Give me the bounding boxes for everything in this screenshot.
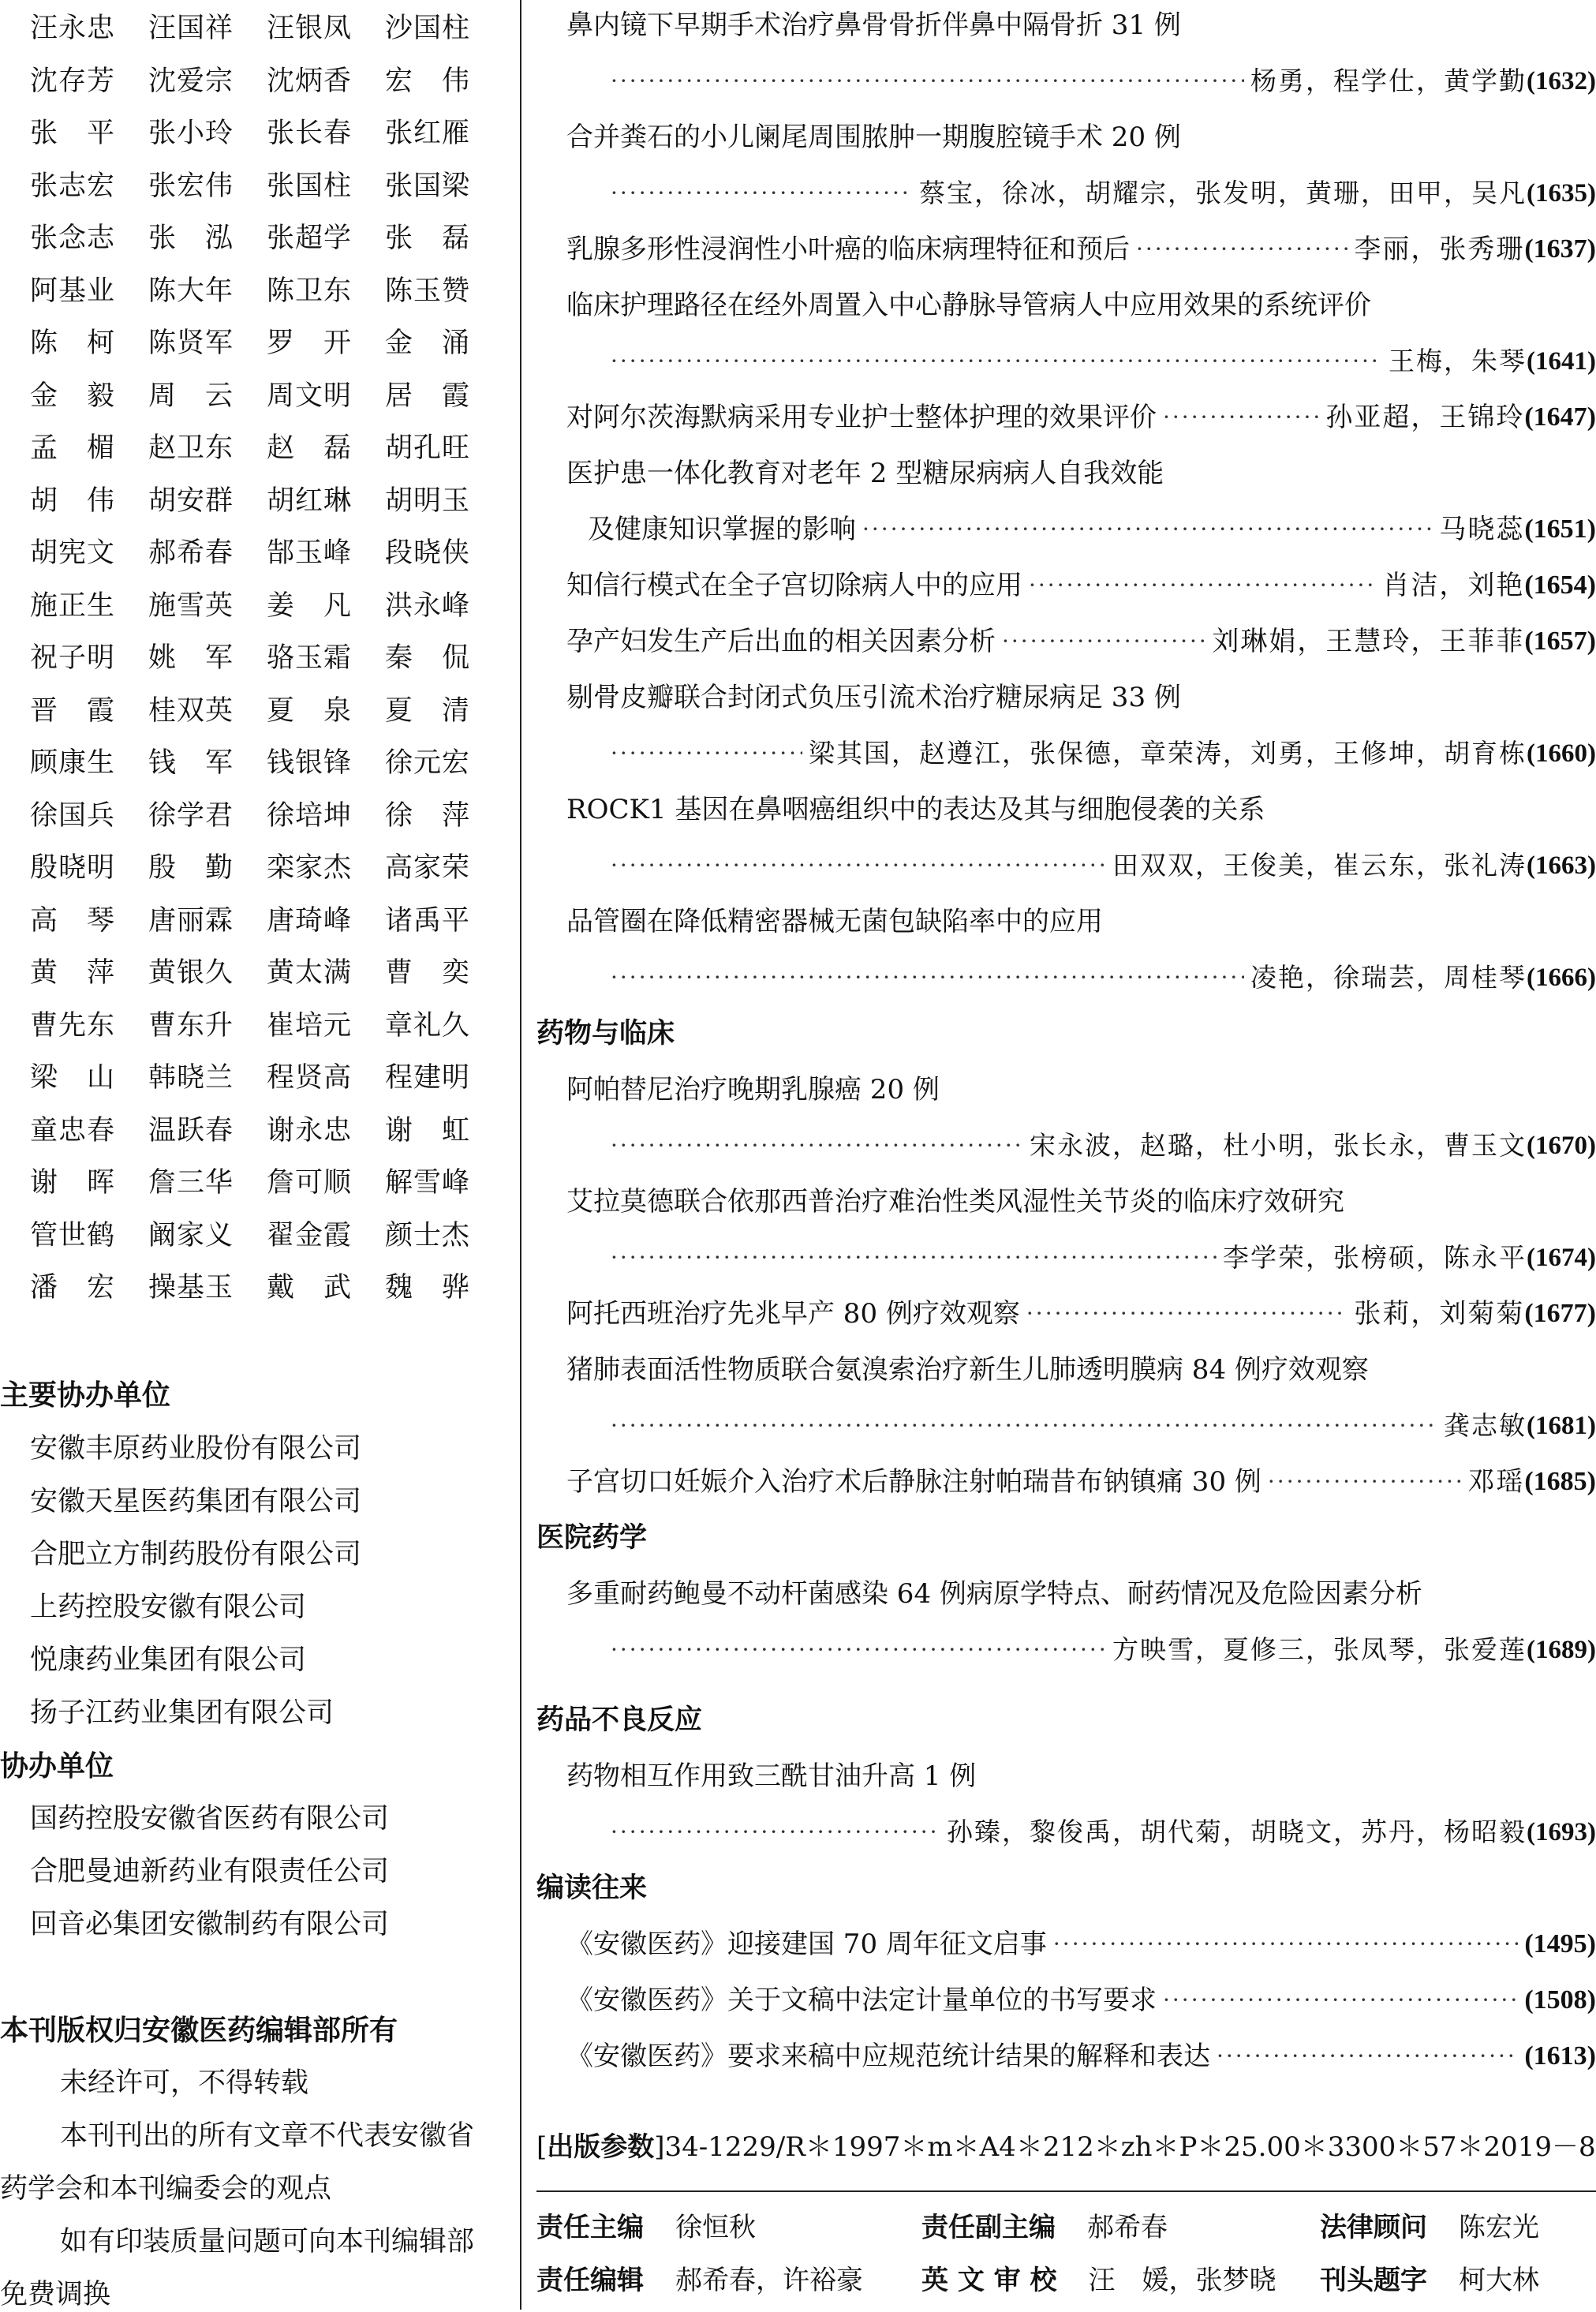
dot-leader (1136, 226, 1347, 273)
dot-leader (1217, 2033, 1518, 2080)
section-heading: 医院药学 (536, 1522, 648, 1554)
toc-authors: 方映雪，夏修三，张凤琴，张爱莲 (1112, 1634, 1527, 1665)
toc-title: 乳腺多形性浸润性小叶癌的临床病理特征和预后 (566, 234, 1130, 265)
board-member-name: 栾家杰 (267, 852, 353, 885)
staff-key: 责任主编 (536, 2212, 644, 2243)
toc-title: 子宫切口妊娠介入治疗术后静脉注射帕瑞昔布钠镇痛 30 例 (566, 1466, 1261, 1498)
name-row (30, 368, 503, 421)
board-member-name: 张 泓 (148, 223, 234, 255)
toc-authors: 肖洁，刘艳 (1382, 570, 1525, 601)
board-member-name: 曹 奕 (385, 957, 471, 990)
name-row (30, 1207, 503, 1260)
board-member-name: 钱银锋 (267, 747, 353, 780)
board-member-name: 胡孔旺 (385, 432, 471, 465)
dot-leader (611, 842, 1106, 889)
board-member-name: 段晓侠 (385, 537, 471, 570)
name-row (30, 997, 503, 1050)
dot-leader (611, 954, 1244, 1001)
toc-page: (1654) (1524, 571, 1596, 600)
staff-chief-editor (536, 2205, 756, 2244)
board-member-name: 祝子明 (30, 642, 116, 675)
toc-title[interactable]: 多重耐药鲍曼不动杆菌感染 64 例病原学特点、耐药情况及危险因素分析 (566, 1578, 1422, 1610)
toc-title[interactable]: 艾拉莫德联合依那西普治疗难治性类风湿性关节炎的临床疗效研究 (566, 1186, 1344, 1218)
board-member-name: 宏 伟 (385, 65, 471, 97)
pub-value: 34-1229/R＊1997＊m＊A4＊212＊zh＊P＊25.00＊3300＊57＊2019－8 (664, 2131, 1596, 2163)
staff-rule (536, 2190, 1596, 2192)
board-member-name: 管世鹤 (30, 1219, 116, 1251)
toc-title[interactable]: 阿帕替尼治疗晚期乳腺癌 20 例 (566, 1074, 940, 1105)
toc-entry-line[interactable] (566, 618, 1596, 665)
staff-deputy-editor (921, 2205, 1168, 2244)
name-row (30, 578, 503, 630)
staff-key: 刊头题字 (1320, 2265, 1427, 2296)
editorial-board-names (30, 0, 503, 1312)
toc-title[interactable]: 合并粪石的小儿阑尾周围脓肿一期腹腔镜手术 20 例 (566, 122, 1181, 153)
toc-title[interactable]: 猪肺表面活性物质联合氨溴索治疗新生儿肺透明膜病 84 例疗效观察 (566, 1354, 1369, 1386)
board-member-name: 沈炳香 (267, 65, 353, 97)
bracket-close: ] (654, 2131, 665, 2163)
staff-key: 英 文 审 校 (921, 2265, 1057, 2296)
toc-authors: 龚志敏 (1444, 1410, 1527, 1441)
toc-entry-line[interactable] (604, 170, 1596, 217)
board-member-name: 程贤高 (267, 1062, 353, 1094)
toc-authors: 杨勇，程学仕，黄学勤 (1250, 65, 1527, 96)
board-member-name: 潘 宏 (30, 1272, 116, 1304)
dot-leader (1268, 1458, 1461, 1506)
board-member-name: 梁 山 (30, 1062, 116, 1094)
toc-page: (1647) (1524, 402, 1596, 432)
board-member-name: 胡 伟 (30, 484, 116, 517)
board-member-name: 张 平 (30, 118, 116, 150)
dot-leader (611, 170, 913, 217)
name-row (30, 210, 503, 263)
toc-authors: 张莉，刘菊菊 (1354, 1298, 1525, 1330)
board-member-name: 胡明玉 (385, 484, 471, 517)
board-member-name: 张超学 (267, 223, 353, 255)
toc-entry-line[interactable] (566, 1458, 1596, 1506)
toc-title: 阿托西班治疗先兆早产 80 例疗效观察 (566, 1298, 1020, 1330)
board-member-name: 曹东升 (148, 1009, 234, 1042)
board-member-name: 程建明 (385, 1062, 471, 1094)
board-member-name: 陈卫东 (267, 275, 353, 307)
toc-entry-line[interactable] (604, 58, 1596, 105)
pub-label: 出版参数 (547, 2131, 655, 2163)
toc-authors: 田双双，王俊美，崔云东，张礼涛 (1112, 850, 1527, 881)
org-item: 安徽天星医药集团有限公司 (30, 1486, 362, 1517)
staff-english-reviewer (921, 2258, 1276, 2297)
board-member-name: 徐国兵 (30, 799, 116, 832)
dot-leader (1026, 1290, 1347, 1337)
name-row (30, 892, 503, 945)
board-member-name: 张念志 (30, 223, 116, 255)
board-member-name: 孟 楣 (30, 432, 116, 465)
toc-entry-line[interactable] (604, 1809, 1596, 1856)
board-member-name: 周文明 (267, 380, 353, 412)
toc-entry-line[interactable] (566, 1290, 1596, 1337)
toc-title: 对阿尔茨海默病采用专业护士整体护理的效果评价 (566, 402, 1157, 433)
org-item: 扬子江药业集团有限公司 (30, 1697, 335, 1729)
toc-authors: 马晓蕊 (1439, 514, 1525, 545)
dot-leader (611, 58, 1244, 105)
board-member-name: 童忠春 (30, 1114, 116, 1147)
board-member-name: 桂双英 (148, 694, 234, 727)
dot-leader (1029, 562, 1376, 609)
dot-leader (862, 506, 1433, 553)
board-member-name: 张国梁 (385, 170, 471, 202)
board-member-name: 阚家义 (148, 1219, 234, 1251)
board-member-name: 陈 柯 (30, 327, 116, 360)
column-divider (520, 0, 521, 2310)
main-cosponsors-heading: 主要协办单位 (0, 1379, 171, 1412)
staff-key: 法律顾问 (1320, 2212, 1427, 2243)
staff-masthead-calligraphy (1320, 2258, 1539, 2297)
publication-parameters (536, 2125, 1596, 2164)
name-row (30, 420, 503, 473)
toc-authors: 蔡宝，徐冰，胡耀宗，张发明，黄珊，田甲，吴凡 (919, 178, 1527, 208)
toc-page: (1660) (1527, 739, 1596, 768)
board-member-name: 陈贤军 (148, 327, 234, 360)
board-member-name: 谢 晖 (30, 1167, 116, 1199)
dot-leader (1163, 1977, 1518, 2024)
board-member-name: 沈爱宗 (148, 65, 234, 97)
dot-leader (1053, 1921, 1518, 1968)
board-member-name: 张国柱 (267, 170, 353, 202)
toc-title[interactable]: 品管圈在降低精密器械无菌包缺陷率中的应用 (566, 906, 1103, 937)
board-member-name: 汪永忠 (30, 13, 116, 45)
org-item: 安徽丰原药业股份有限公司 (30, 1433, 362, 1465)
board-member-name: 谢 虹 (385, 1114, 471, 1147)
staff-value: 陈宏光 (1459, 2212, 1539, 2243)
toc-page: (1632) (1527, 67, 1596, 95)
toc-page: (1508) (1524, 1985, 1596, 2015)
dot-leader (611, 1809, 940, 1856)
board-member-name: 陈大年 (148, 275, 234, 307)
toc-page: (1641) (1527, 347, 1596, 376)
name-row (30, 525, 503, 578)
copyright-line: 如有印装质量问题可向本刊编辑部 (60, 2226, 475, 2258)
staff-value: 郝希春 (1087, 2212, 1168, 2243)
toc-entry-line[interactable] (604, 842, 1596, 889)
board-member-name: 徐元宏 (385, 747, 471, 780)
toc-page: (1666) (1527, 963, 1596, 992)
toc-entry-line[interactable] (588, 506, 1596, 553)
board-member-name: 黄 萍 (30, 957, 116, 990)
board-member-name: 周 云 (148, 380, 234, 412)
board-member-name: 崔培元 (267, 1009, 353, 1042)
board-member-name: 张 磊 (385, 223, 471, 255)
dot-leader (611, 1402, 1437, 1450)
toc-entry-line[interactable] (604, 730, 1596, 777)
toc-page: (1613) (1524, 2041, 1596, 2071)
toc-authors: 邓瑶 (1467, 1466, 1525, 1498)
name-row (30, 735, 503, 788)
board-member-name: 翟金霞 (267, 1219, 353, 1251)
toc-entry-line[interactable] (604, 1402, 1596, 1450)
toc-authors: 梁其国，赵遵江，张保德，章荣涛，刘勇，王修坤，胡育栋 (809, 738, 1527, 769)
board-member-name: 徐学君 (148, 799, 234, 832)
staff-key: 责任副主编 (921, 2212, 1056, 2243)
board-member-name: 阿基业 (30, 275, 116, 307)
name-row (30, 473, 503, 526)
name-row (30, 1259, 503, 1312)
toc-entry-line[interactable] (566, 394, 1596, 441)
board-member-name: 高家荣 (385, 852, 471, 885)
name-row (30, 683, 503, 735)
toc-authors: 孙亚超，王锦玲 (1325, 402, 1525, 433)
board-member-name: 夏 泉 (267, 694, 353, 727)
board-member-name: 胡宪文 (30, 537, 116, 570)
name-row (30, 158, 503, 211)
toc-title: 知信行模式在全子宫切除病人中的应用 (566, 570, 1022, 601)
board-member-name: 詹三华 (148, 1167, 234, 1199)
board-member-name: 颜士杰 (385, 1219, 471, 1251)
name-row (30, 53, 503, 106)
board-member-name: 张宏伟 (148, 170, 234, 202)
toc-title: 《安徽医药》关于文稿中法定计量单位的书写要求 (566, 1985, 1157, 2016)
toc-authors: 李学荣，张榜硕，陈永平 (1223, 1242, 1527, 1273)
toc-page: (1693) (1527, 1818, 1596, 1846)
board-member-name: 温跃春 (148, 1114, 234, 1147)
toc-entry-line[interactable] (604, 338, 1596, 385)
toc-title[interactable]: ROCK1 基因在鼻咽癌组织中的表达及其与细胞侵袭的关系 (566, 794, 1265, 825)
toc-page: (1670) (1527, 1132, 1596, 1160)
board-member-name: 章礼久 (385, 1009, 471, 1042)
board-member-name: 郜玉峰 (267, 537, 353, 570)
toc-page: (1685) (1524, 1467, 1596, 1496)
name-row (30, 1154, 503, 1207)
dot-leader (611, 730, 802, 777)
toc-title[interactable]: 医护患一体化教育对老年 2 型糖尿病病人自我效能 (566, 458, 1164, 489)
name-row (30, 945, 503, 997)
board-member-name: 詹可顺 (267, 1167, 353, 1199)
board-member-name: 施雪英 (148, 589, 234, 622)
copyright-line: 免费调换 (0, 2279, 111, 2310)
staff-value: 郝希春，许裕豪 (675, 2265, 863, 2296)
copyright-line: 未经许可，不得转载 (60, 2067, 309, 2099)
board-member-name: 金 毅 (30, 380, 116, 412)
staff-editor (536, 2258, 863, 2297)
toc-authors: 刘琳娟，王慧玲，王菲菲 (1212, 626, 1525, 657)
board-member-name: 唐琦峰 (267, 904, 353, 937)
board-member-name: 沈存芳 (30, 65, 116, 97)
board-member-name: 罗 开 (267, 327, 353, 360)
board-member-name: 顾康生 (30, 747, 116, 780)
board-member-name: 汪银凤 (267, 13, 353, 45)
board-member-name: 陈玉赞 (385, 275, 471, 307)
board-member-name: 张红雁 (385, 118, 471, 150)
board-member-name: 胡安群 (148, 484, 234, 517)
board-member-name: 汪国祥 (148, 13, 234, 45)
toc-page: (1657) (1524, 627, 1596, 656)
board-member-name: 晋 霞 (30, 694, 116, 727)
toc-title-cont: 及健康知识掌握的影响 (588, 514, 856, 545)
name-row (30, 1049, 503, 1102)
board-member-name: 郝希春 (148, 537, 234, 570)
staff-value: 柯大林 (1459, 2265, 1539, 2296)
board-member-name: 夏 清 (385, 694, 471, 727)
copyright-line: 本刊刊出的所有文章不代表安徽省 (60, 2120, 475, 2152)
toc-authors: 凌艳，徐瑞芸，周桂琴 (1250, 962, 1527, 993)
dot-leader (611, 338, 1382, 385)
board-member-name: 黄银久 (148, 957, 234, 990)
board-member-name: 殷 勤 (148, 852, 234, 885)
board-member-name: 解雪峰 (385, 1167, 471, 1199)
board-member-name: 谢永忠 (267, 1114, 353, 1147)
name-row (30, 315, 503, 368)
org-item: 上药控股安徽有限公司 (30, 1592, 307, 1623)
toc-entry-line[interactable] (604, 1234, 1596, 1281)
board-member-name: 胡红琳 (267, 484, 353, 517)
toc-page: (1651) (1524, 514, 1596, 544)
board-member-name: 骆玉霜 (267, 642, 353, 675)
name-row (30, 105, 503, 158)
board-member-name: 姚 军 (148, 642, 234, 675)
board-member-name: 诸禹平 (385, 904, 471, 937)
dot-leader (611, 1234, 1217, 1281)
copyright-heading: 本刊版权归安徽医药编辑部所有 (0, 2015, 398, 2047)
toc-entry-line[interactable] (604, 1626, 1596, 1674)
toc-title[interactable]: 鼻内镜下早期手术治疗鼻骨骨折伴鼻中隔骨折 31 例 (566, 9, 1181, 41)
board-member-name: 赵 磊 (267, 432, 353, 465)
section-heading: 药物与临床 (536, 1018, 675, 1049)
toc-title: 《安徽医药》迎接建国 70 周年征文启事 (566, 1929, 1047, 1960)
toc-page: (1689) (1527, 1636, 1596, 1664)
board-member-name: 操基玉 (148, 1272, 234, 1304)
board-member-name: 高 琴 (30, 904, 116, 937)
board-member-name: 姜 凡 (267, 589, 353, 622)
org-item: 合肥立方制药股份有限公司 (30, 1539, 362, 1570)
toc-authors: 宋永波，赵璐，杜小明，张长永，曹玉文 (1030, 1130, 1527, 1161)
board-member-name: 戴 武 (267, 1272, 353, 1304)
staff-key: 责任编辑 (536, 2265, 644, 2296)
board-member-name: 钱 军 (148, 747, 234, 780)
dot-leader (611, 1122, 1023, 1169)
board-member-name: 曹先东 (30, 1009, 116, 1042)
board-member-name: 徐 萍 (385, 799, 471, 832)
copyright-line: 药学会和本刊编委会的观点 (0, 2173, 332, 2205)
toc-page: (1674) (1527, 1244, 1596, 1272)
board-member-name: 秦 侃 (385, 642, 471, 675)
staff-legal-advisor (1320, 2205, 1539, 2244)
dot-leader (1163, 394, 1319, 441)
toc-page: (1637) (1524, 234, 1596, 264)
board-member-name: 居 霞 (385, 380, 471, 412)
toc-entry-line[interactable] (604, 954, 1596, 1001)
board-member-name: 韩晓兰 (148, 1062, 234, 1094)
board-member-name: 徐培坤 (267, 799, 353, 832)
toc-entry-line[interactable] (604, 1122, 1596, 1169)
board-member-name: 张小玲 (148, 118, 234, 150)
name-row (30, 263, 503, 316)
toc-authors: 王梅，朱琴 (1389, 346, 1527, 376)
toc-page: (1635) (1527, 179, 1596, 208)
bracket-open: [ (536, 2131, 548, 2163)
board-member-name: 黄太满 (267, 957, 353, 990)
staff-value: 徐恒秋 (675, 2212, 756, 2243)
toc-title[interactable]: 临床护理路径在经外周置入中心静脉导管病人中应用效果的系统评价 (566, 290, 1371, 321)
toc-title[interactable]: 剔骨皮瓣联合封闭式负压引流术治疗糖尿病足 33 例 (566, 682, 1181, 713)
toc-title: 孕产妇发生产后出血的相关因素分析 (566, 626, 996, 657)
dot-leader (1002, 618, 1205, 665)
board-member-name: 赵卫东 (148, 432, 234, 465)
toc-entry-line[interactable] (566, 1921, 1596, 1968)
board-member-name: 张长春 (267, 118, 353, 150)
name-row (30, 840, 503, 892)
org-item: 国药控股安徽省医药有限公司 (30, 1803, 390, 1835)
dot-leader (611, 1626, 1106, 1674)
toc-entry-line[interactable] (566, 562, 1596, 609)
toc-entry-line[interactable] (566, 2033, 1596, 2080)
toc-entry-line[interactable] (566, 226, 1596, 273)
board-member-name: 魏 骅 (385, 1272, 471, 1304)
toc-authors: 李丽，张秀珊 (1354, 234, 1525, 265)
name-row (30, 630, 503, 683)
toc-title: 《安徽医药》要求来稿中应规范统计结果的解释和表达 (566, 2041, 1210, 2072)
toc-page: (1495) (1524, 1929, 1596, 1958)
board-member-name: 沙国柱 (385, 13, 471, 45)
cosponsors-heading: 协办单位 (0, 1750, 114, 1783)
board-member-name: 唐丽霖 (148, 904, 234, 937)
name-row (30, 1102, 503, 1155)
board-member-name: 洪永峰 (385, 589, 471, 622)
toc-title[interactable]: 药物相互作用致三酰甘油升高 1 例 (566, 1760, 977, 1792)
org-item: 回音必集团安徽制药有限公司 (30, 1909, 390, 1940)
name-row (30, 0, 503, 53)
toc-page: (1681) (1527, 1412, 1596, 1440)
org-item: 合肥曼迪新药业有限责任公司 (30, 1856, 390, 1887)
board-member-name: 殷晓明 (30, 852, 116, 885)
org-item: 悦康药业集团有限公司 (30, 1644, 307, 1676)
section-heading: 药品不良反应 (536, 1704, 703, 1736)
board-member-name: 施正生 (30, 589, 116, 622)
toc-entry-line[interactable] (566, 1977, 1596, 2024)
board-member-name: 金 涌 (385, 327, 471, 360)
toc-page: (1677) (1524, 1299, 1596, 1328)
name-row (30, 788, 503, 840)
toc-page: (1663) (1527, 851, 1596, 880)
board-member-name: 张志宏 (30, 170, 116, 202)
section-heading: 编读往来 (536, 1872, 648, 1904)
staff-value: 汪 媛，张梦晓 (1088, 2265, 1276, 2296)
toc-authors: 孙臻，黎俊禹，胡代菊，胡晓文，苏丹，杨昭毅 (947, 1816, 1527, 1847)
